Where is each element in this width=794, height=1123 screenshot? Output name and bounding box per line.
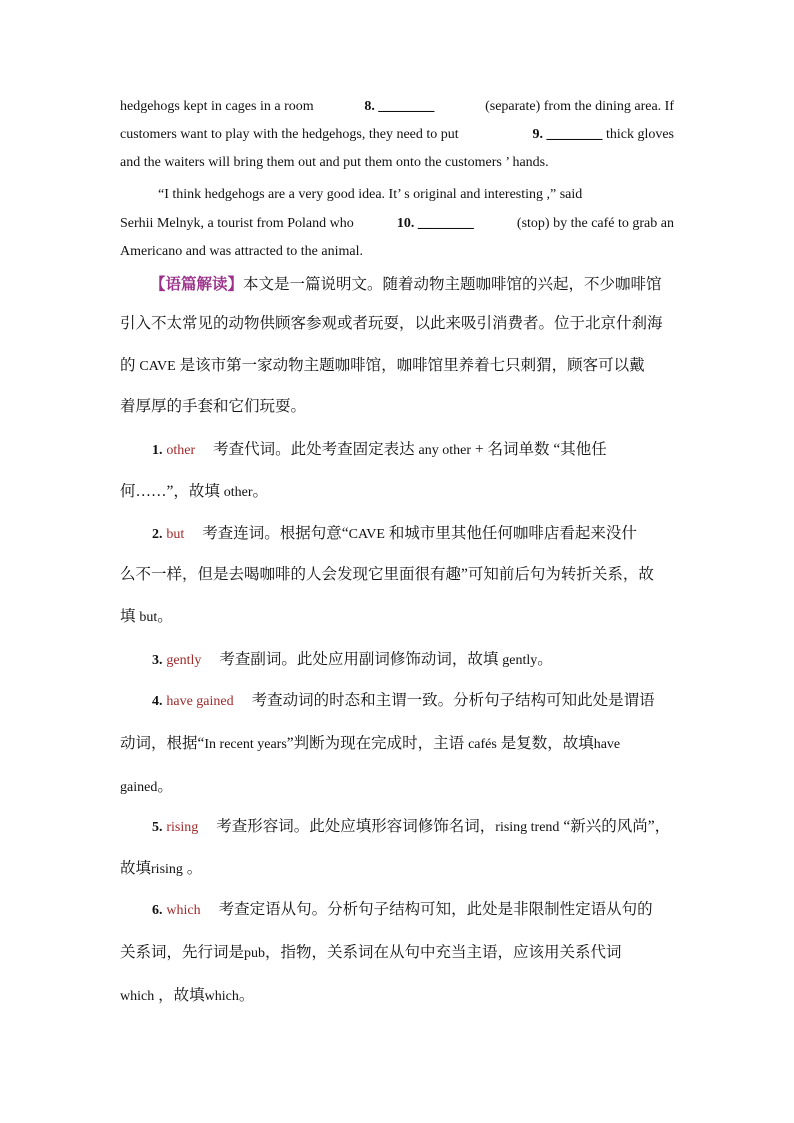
reading-text: 的 xyxy=(120,357,136,374)
answer-word: rising xyxy=(166,820,199,835)
answer-number: 1. xyxy=(152,443,163,458)
reading-line xyxy=(120,399,674,415)
passage-text: (stop) by the café to grab an xyxy=(516,216,674,231)
reading-text: 着厚厚的手套和它们玩耍。 xyxy=(120,398,307,415)
answer-number: 4. xyxy=(152,694,163,709)
passage-line xyxy=(120,156,674,170)
answer-2-line xyxy=(152,526,674,542)
blank-number: 9. xyxy=(532,127,543,142)
explanation-text: “新兴的风尚”， xyxy=(563,818,671,835)
explanation-text: but xyxy=(139,610,158,625)
answer-word: gently xyxy=(166,653,202,668)
explanation-text: ，故填 xyxy=(158,987,205,1004)
reading-line xyxy=(120,358,674,374)
explanation-text: 考查副词。此处应用副词修饰动词，故填 xyxy=(219,651,499,668)
explanation-text: 考查动词的时态和主谓一致。分析句子结构可知此处是谓语 xyxy=(251,692,655,709)
answer-word: have gained xyxy=(166,694,234,709)
passage-text: “I think hedgehogs are a very good idea. It’ s original and interesting ,” said xyxy=(158,187,583,202)
reading-text: 引入不太常见的动物供顾客参观或者玩耍，以此来吸引消费者。位于北京什刹海 xyxy=(120,315,663,332)
answer-word: but xyxy=(166,527,185,542)
explanation-text: In recent years xyxy=(204,737,287,752)
passage-line xyxy=(120,100,674,114)
answer-blank: ________ xyxy=(378,99,435,114)
explanation-text: gained xyxy=(120,780,158,795)
answer-6-line xyxy=(120,988,674,1004)
passage-line xyxy=(158,188,674,202)
answer-blank: ________ xyxy=(417,216,474,231)
answer-blank: ________ xyxy=(546,127,603,142)
reading-text: 本文是一篇说明文。随着动物主题咖啡馆的兴起，不少咖啡馆 xyxy=(243,276,662,293)
passage-line xyxy=(120,245,674,259)
passage-text: customers want to play with the hedgehogs, they need to put xyxy=(120,127,459,142)
blank-number: 8. xyxy=(364,99,375,114)
explanation-text: 填 xyxy=(120,608,136,625)
reading-line xyxy=(150,277,674,293)
answer-3-line xyxy=(152,652,674,668)
explanation-text: 。 xyxy=(537,651,553,668)
explanation-text: 。 xyxy=(157,778,173,795)
answer-word: which xyxy=(166,903,201,918)
answer-5-line xyxy=(152,819,674,835)
explanation-text: + 名词单数 “其他任 xyxy=(474,441,607,458)
passage-text: (separate) from the dining area. If xyxy=(485,99,674,114)
explanation-text: any other xyxy=(418,443,472,458)
passage-text: thick gloves xyxy=(605,127,674,142)
reading-line xyxy=(120,316,674,332)
passage-line xyxy=(120,217,674,231)
explanation-text: 考查定语从句。分析句子结构可知，此处是非限制性定语从句的 xyxy=(218,901,653,918)
passage-line xyxy=(120,128,674,142)
explanation-text: ”判断为现在完成时，主语 xyxy=(286,735,465,752)
answer-2-line xyxy=(120,567,674,583)
explanation-text: 何……”，故填 xyxy=(120,483,220,500)
explanation-text: 考查代词。此处考查固定表达 xyxy=(213,441,415,458)
explanation-text: have xyxy=(593,737,621,752)
explanation-text: 动词，根据“ xyxy=(120,735,205,752)
answer-1-line xyxy=(120,484,674,500)
answer-1-line xyxy=(152,442,674,458)
answer-number: 6. xyxy=(152,903,163,918)
passage-text: Serhii Melnyk, a tourist from Poland who xyxy=(120,216,354,231)
reading-text: CAVE xyxy=(139,359,176,374)
explanation-text: cafés xyxy=(468,737,497,752)
answer-number: 5. xyxy=(152,820,163,835)
explanation-text: ，指物，关系词在从句中充当主语，应该用关系代词 xyxy=(265,944,622,961)
passage-text: and the waiters will bring them out and put them onto the customers ’ hands. xyxy=(120,155,549,170)
explanation-text: gently xyxy=(502,653,538,668)
explanation-text: 和城市里其他任何咖啡店看起来没什 xyxy=(388,525,637,542)
explanation-text: which xyxy=(120,989,155,1004)
answer-6-line xyxy=(152,902,674,918)
explanation-text: CAVE xyxy=(348,527,385,542)
answer-4-line xyxy=(120,779,674,795)
explanation-text: 故填 xyxy=(120,860,152,877)
passage-text: hedgehogs kept in cages in a room xyxy=(120,99,314,114)
answer-2-line xyxy=(120,609,674,625)
answer-word: other xyxy=(166,443,196,458)
answer-6-line xyxy=(120,945,674,961)
explanation-text: rising trend xyxy=(495,820,560,835)
answer-number: 3. xyxy=(152,653,163,668)
explanation-text: 。 xyxy=(252,483,269,500)
explanation-text: 考查形容词。此处应填形容词修饰名词， xyxy=(216,818,496,835)
answer-number: 2. xyxy=(152,527,163,542)
explanation-text: 。 xyxy=(186,860,203,877)
answer-5-line xyxy=(120,861,674,877)
section-tag: 【语篇解读】 xyxy=(150,276,244,293)
explanation-text: which xyxy=(204,989,239,1004)
explanation-text: other xyxy=(223,485,253,500)
answer-4-line xyxy=(152,693,674,709)
passage-text: Americano and was attracted to the animal. xyxy=(120,244,363,259)
reading-text: 是该市第一家动物主题咖啡馆，咖啡馆里养着七只刺猬，顾客可以戴 xyxy=(179,357,645,374)
explanation-text: 么不一样，但是去喝咖啡的人会发现它里面很有趣”可知前后句为转折关系，故 xyxy=(120,566,654,583)
explanation-text: 关系词，先行词是 xyxy=(120,944,245,961)
explanation-text: 考查连词。根据句意“ xyxy=(202,525,349,542)
explanation-text: rising xyxy=(151,862,183,877)
answer-4-line xyxy=(120,736,674,752)
explanation-text: pub xyxy=(244,946,266,961)
explanation-text: 。 xyxy=(238,987,255,1004)
explanation-text: 是复数，故填 xyxy=(500,735,594,752)
blank-number: 10. xyxy=(396,216,415,231)
explanation-text: 。 xyxy=(157,608,173,625)
